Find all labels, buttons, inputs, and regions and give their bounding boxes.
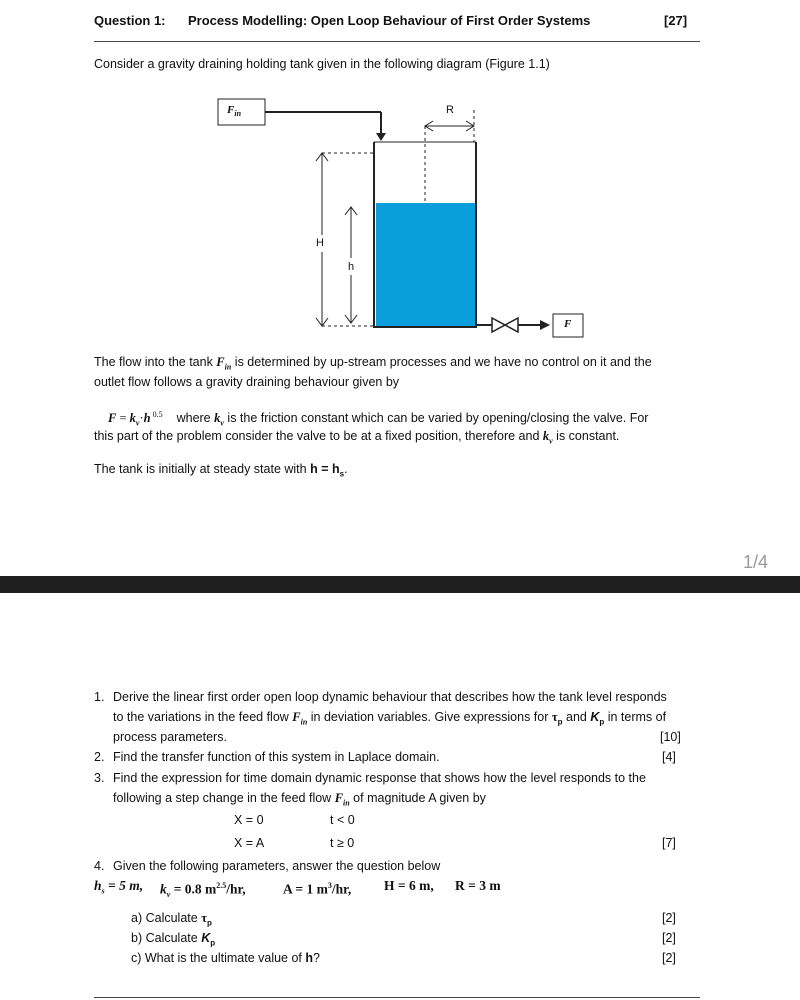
- total-marks: [27]: [664, 13, 688, 28]
- item-2-text: Find the transfer function of this system in Laplace domain.: [113, 750, 440, 764]
- item-1-line3: process parameters.: [113, 730, 227, 744]
- fin-label: $F_{in}$: [227, 104, 242, 119]
- f-out-label: F: [564, 318, 572, 330]
- page-separator-bar: [0, 576, 800, 593]
- sub-question-c: c) What is the ultimate value of h?: [131, 951, 320, 965]
- flow-paragraph-line1: The flow into the tank $F_{in}$ is determined by up-stream processes and we have no control on it and the: [94, 355, 652, 372]
- parameter-h: H = 6 m,: [384, 878, 434, 893]
- sub-question-c-marks: [2]: [662, 951, 676, 965]
- page-indicator: 1/4: [742, 552, 768, 572]
- item-4-number: 4.: [94, 859, 105, 873]
- parameter-a: A = 1 $m^3/hr$,: [283, 881, 352, 897]
- valve-icon: [492, 318, 518, 332]
- big-h-label: H: [316, 237, 324, 249]
- parameter-r: R = 3 m: [455, 878, 501, 893]
- steady-state-text: The tank is initially at steady state with $h = h_s$.: [94, 462, 348, 479]
- small-h-label: h: [348, 261, 355, 273]
- item-1-marks: [10]: [660, 730, 681, 744]
- item-3-number: 3.: [94, 771, 105, 785]
- parameter-kv: $k_v = 0.8$ $m^{2.5}/hr$,: [160, 881, 246, 900]
- item-3-line2: following a step change in the feed flow $F_{in}$ of magnitude A given by: [113, 791, 486, 808]
- intro-text: Consider a gravity draining holding tank given in the following diagram (Figure 1.1): [94, 57, 550, 71]
- item-3-t-step: t ≥ 0: [330, 836, 355, 850]
- sub-question-b: b) Calculate $K_p$: [131, 931, 216, 948]
- item-3-x-step: X = A: [234, 836, 265, 850]
- item-3-marks: [7]: [662, 836, 676, 850]
- question-title: Process Modelling: Open Loop Behaviour of First Order Systems: [188, 13, 591, 28]
- parameter-hs: $h_s = 5$ m,: [94, 878, 144, 896]
- item-1-line1: Derive the linear first order open loop dynamic behaviour that describes how the tank level responds: [113, 690, 667, 704]
- r-label: R: [446, 104, 454, 116]
- item-3-t-initial: t < 0: [330, 813, 355, 827]
- equation-line2: this part of the problem consider the valve to be at a fixed position, therefore and $k_v$ is constant.: [94, 429, 620, 446]
- sub-question-a-marks: [2]: [662, 911, 676, 925]
- item-3-line1: Find the expression for time domain dynamic response that shows how the level responds to the: [113, 771, 646, 785]
- item-2-marks: [4]: [662, 750, 676, 764]
- item-2-number: 2.: [94, 750, 105, 764]
- item-3-x-initial: X = 0: [234, 813, 264, 827]
- item-1-line2: to the variations in the feed flow $F_{in}$ in deviation variables. Give expressions for $\tau_p$ and $K_p$ in terms of: [113, 710, 667, 727]
- fin-box: [218, 99, 265, 125]
- sub-question-a: a) Calculate $\tau_p$: [131, 911, 212, 928]
- inlet-arrow-head: [376, 133, 386, 141]
- question-label: Question 1:: [94, 13, 166, 28]
- sub-question-b-marks: [2]: [662, 931, 676, 945]
- item-4-text: Given the following parameters, answer the question below: [113, 859, 441, 873]
- tank-diagram: [0, 0, 800, 345]
- item-1-number: 1.: [94, 690, 105, 704]
- footer-divider: [94, 997, 700, 998]
- flow-paragraph-line2: outlet flow follows a gravity draining behaviour given by: [94, 375, 400, 389]
- tank-water: [376, 203, 475, 326]
- outlet-arrow-head: [540, 320, 550, 330]
- equation-line1: $F = k_v\cdot h$ $^{0.5}$ where $k_v$ is the friction constant which can be varied by opening/closing the valve. For: [108, 410, 649, 428]
